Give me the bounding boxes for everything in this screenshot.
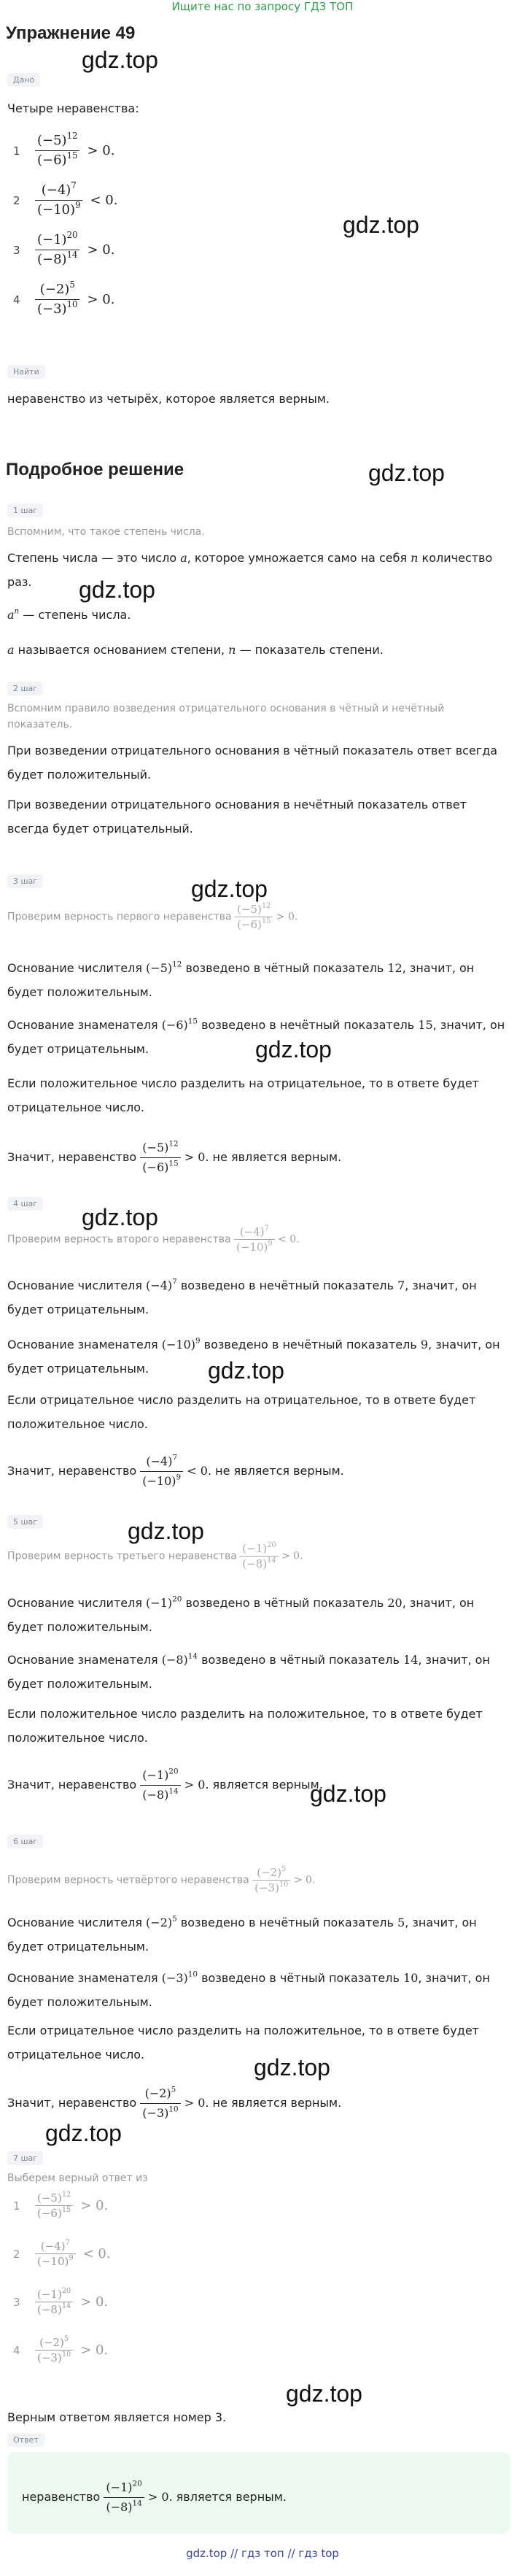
step-3-conclusion: Значит, неравенство $\frac{(-5)^{12}}{(-6)^{15}}$ > 0. не является верным.: [7, 1139, 342, 1174]
step-3-numerator: Основание числителя $(-5)^{12}$ возведено в чётный показатель 12, значит, он будет положительным.: [7, 960, 475, 999]
step-1-text: Степень числа — это число a, которое умножается само на себя n количество раз.: [7, 551, 493, 589]
watermark: gdz.top: [128, 1518, 204, 1544]
step-5-rule: Если положительное число разделить на положительное, то в ответе будет положительное число.: [7, 1707, 483, 1745]
step-4-denominator: Основание знаменателя $(-10)^9$ возведено в нечётный показатель 9, значит, он будет отрицательным.: [7, 1336, 500, 1376]
solution-title: Подробное решение: [6, 460, 184, 479]
step-4-rule: Если отрицательное число разделить на отрицательное, то в ответе будет положительное число.: [7, 1393, 476, 1431]
find-label: Найти: [7, 365, 45, 379]
step-1-base: a называется основанием степени, n — показатель степени.: [7, 643, 384, 657]
step-6-label: 6 шаг: [7, 1835, 43, 1848]
step-5-denominator: Основание знаменателя $(-8)^{14}$ возведено в чётный показатель 14, значит, он будет положительным.: [7, 1651, 490, 1691]
watermark: gdz.top: [254, 2054, 330, 2081]
step-2-note: Вспомним правило возведения отрицательного основания в чётный и нечётный показатель.: [7, 703, 445, 730]
answer-label: Ответ: [7, 2433, 44, 2447]
step-3-label: 3 шаг: [7, 874, 43, 888]
given-item-1: 1 $\frac{(-5)^{12}}{(-6)^{15}}$ > 0.: [13, 130, 115, 168]
step-6-rule: Если отрицательное число разделить на положительное, то в ответе будет отрицательное число.: [7, 2024, 479, 2062]
step-7-result: Верным ответом является номер 3.: [7, 2410, 227, 2424]
step-1-note: Вспомним, что такое степень числа.: [7, 526, 205, 538]
watermark: gdz.top: [82, 1204, 158, 1230]
step-3-denominator: Основание знаменателя $(-6)^{15}$ возведено в нечётный показатель 15, значит, он будет отрицательным.: [7, 1017, 505, 1056]
watermark: gdz.top: [45, 2120, 122, 2146]
given-item-4: 4 $\frac{(-2)^5}{(-3)^{10}}$ > 0.: [13, 279, 115, 317]
given-item-2: 2 $\frac{(-4)^7}{(-10)^9}$ < 0.: [13, 180, 118, 217]
step-6-numerator: Основание числителя $(-2)^5$ возведено в нечётный показатель 5, значит, он будет отрицательным.: [7, 1914, 477, 1954]
step-2-even: При возведении отрицательного основания в чётный показатель ответ всегда будет положительный.: [7, 744, 498, 782]
given-item-3: 3 $\frac{(-1)^{20}}{(-8)^{14}}$ > 0.: [13, 229, 115, 267]
watermark: gdz.top: [368, 460, 445, 486]
step-5-label: 5 шаг: [7, 1515, 43, 1529]
top-search-link[interactable]: Ищите нас по запросу ГДЗ ТОП: [171, 0, 354, 13]
step-5-numerator: Основание числителя $(-1)^{20}$ возведено в чётный показатель 20, значит, он будет положительным.: [7, 1594, 475, 1634]
watermark: gdz.top: [191, 876, 268, 902]
watermark: gdz.top: [208, 1357, 284, 1384]
given-label: Дано: [7, 73, 40, 87]
step-4-note: Проверим верность второго неравенства $\frac{(-4)^7}{(-10)^9}$ < 0.: [7, 1225, 300, 1254]
answer-option-2: 2 $\frac{(-4)^7}{(-10)^9}$ < 0.: [13, 2239, 111, 2268]
step-6-note: Проверим верность четвёртого неравенства $\frac{(-2)^5}{(-3)^{10}}$ > 0.: [7, 1865, 316, 1894]
watermark: gdz.top: [79, 576, 155, 603]
step-5-conclusion: Значит, неравенство $\frac{(-1)^{20}}{(-8)^{14}}$ > 0. является верным.: [7, 1767, 323, 1802]
answer-option-3: 3 $\frac{(-1)^{20}}{(-8)^{14}}$ > 0.: [13, 2287, 109, 2316]
step-4-label: 4 шаг: [7, 1197, 43, 1211]
watermark: gdz.top: [343, 212, 419, 238]
answer-option-4: 4 $\frac{(-2)^5}{(-3)^{10}}$ > 0.: [13, 2335, 109, 2364]
step-3-note: Проверим верность первого неравенства $\frac{(-5)^{12}}{(-6)^{15}}$ > 0.: [7, 902, 298, 931]
step-5-note: Проверим верность третьего неравенства $\frac{(-1)^{20}}{(-8)^{14}}$ > 0.: [7, 1541, 303, 1570]
step-2-odd: При возведении отрицательного основания в нечётный показатель ответ всегда будет отрицательный.: [7, 798, 467, 836]
step-1-power: $a^n$ — степень числа.: [7, 606, 131, 622]
step-7-note: Выберем верный ответ из: [7, 2172, 148, 2184]
step-1-label: 1 шаг: [7, 504, 43, 517]
answer-box: [7, 2452, 510, 2534]
find-text: неравенство из четырёх, которое является верным.: [7, 392, 330, 406]
watermark: gdz.top: [255, 1036, 332, 1063]
step-4-conclusion: Значит, неравенство $\frac{(-4)^7}{(-10)^9}$ < 0. не является верным.: [7, 1453, 344, 1488]
step-7-label: 7 шаг: [7, 2151, 43, 2165]
step-6-conclusion: Значит, неравенство $\frac{(-2)^5}{(-3)^{10}}$ > 0. не является верным.: [7, 2085, 342, 2120]
step-2-label: 2 шаг: [7, 682, 43, 695]
watermark: gdz.top: [82, 47, 158, 73]
page-title: Упражнение 49: [6, 23, 136, 43]
given-intro: Четыре неравенства:: [7, 101, 139, 115]
step-4-numerator: Основание числителя $(-4)^7$ возведено в нечётный показатель 7, значит, он будет отрицательным.: [7, 1277, 477, 1316]
footer-links[interactable]: gdz.top // гдз топ // гдз top: [186, 2547, 339, 2560]
step-3-rule: Если положительное число разделить на отрицательное, то в ответе будет отрицательное число.: [7, 1076, 479, 1114]
watermark: gdz.top: [310, 1781, 386, 1807]
watermark: gdz.top: [286, 2380, 362, 2407]
answer-text: неравенство $\frac{(-1)^{20}}{(-8)^{14}}$ > 0. является верным.: [22, 2479, 287, 2514]
answer-option-1: 1 $\frac{(-5)^{12}}{(-6)^{15}}$ > 0.: [13, 2191, 109, 2220]
step-6-denominator: Основание знаменателя $(-3)^{10}$ возведено в чётный показатель 10, значит, он будет положительным.: [7, 1970, 490, 2009]
